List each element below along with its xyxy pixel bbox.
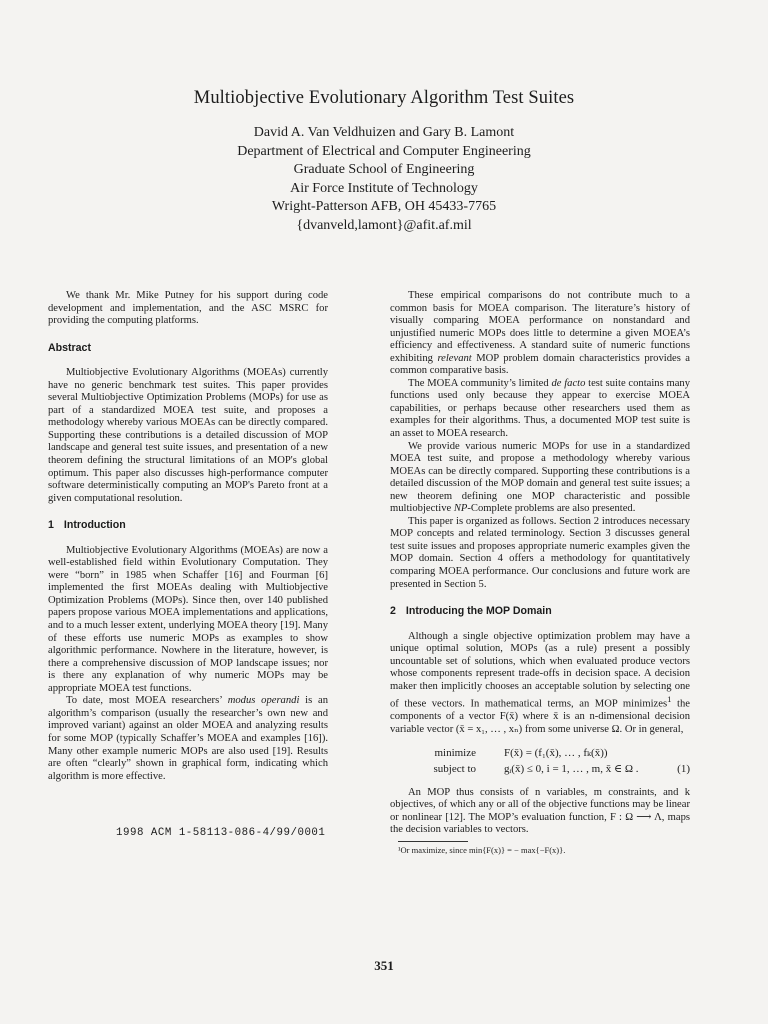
abstract-text: Multiobjective Evolutionary Algorithms (MOEAs) currently have no generic benchmark test suites. This paper provides several Multiobjective Optimization Problems (MOPs) for use as part of a standardized MOEA test suite, and proposes a methodology whereby various MOEAs can be directly compared. Supporting these contributions is a detailed discussion of MOP landscape and general test suite issues, and presentation of a new theorem defining the structural limitations of an MOP's global optimum. This paper also discusses high-performance computer software deterministically computing an MOP's Pareto front at a given computational resolution. bbox=[48, 367, 328, 504]
paragraph-community: The MOEA community’s limited de facto test suite contains many functions used only because they appear to exercise MOEA capabilities, or perhaps because other researchers used them as examples for their algorithms. Thus, a documented MOP test suite is an asset to MOEA research. bbox=[390, 377, 690, 440]
paragraph-mop-summary: An MOP thus consists of n variables, m constraints, and k objectives, of which any or all of the objective functions may be linear or nonlinear [12]. The MOP’s evaluation function, F : Ω ⟶ Λ, maps the decision variables to vectors. bbox=[390, 786, 690, 836]
equation-number: (1) bbox=[677, 762, 690, 775]
paragraph-comparisons: These empirical comparisons do not contribute much to a common basis for MOEA comparison. The literature’s history of visually comparing MOEA performance on nonstandard and unjustified numeric MOPs does little to determine a given MOEA’s efficiency and effectiveness. A standard suite of numeric functions exhibiting relevant MOP problem domain characteristics provides a common comparative basis. bbox=[390, 290, 691, 377]
acm-copyright: 1998 ACM 1-58113-086-4/99/0001 bbox=[116, 827, 326, 840]
paragraph-contributions: We provide various numeric MOPs for use in a standardized MOEA test suite, and propose a methodology whereby various MOEAs can be directly compared. Supporting these contributions is a detailed discussion of the MOP domain and general test suite issues; a new theorem defining one MOP characteristic and possible multiobjective NP-Complete problems are also presented. bbox=[390, 440, 690, 515]
author-names: David A. Van Veldhuizen and Gary B. Lamont bbox=[253, 125, 515, 140]
section-number: 2 bbox=[390, 605, 396, 618]
emphasis: de facto bbox=[551, 377, 586, 389]
intro-paragraph-2: To date, most MOEA researchers’ modus operandi is an algorithm’s comparison (usually the researcher’s own new and improved variant) against an older MOEA and analyzing results for some MOP (typically Schaffer’s MOEA and examples [16]). Many other example numeric MOPs are also used [19]. Results are often “clearly” shown in graphical form, indicating which algorithm is more effective. bbox=[48, 695, 328, 782]
page-number: 351 bbox=[374, 958, 394, 973]
right-column bbox=[390, 290, 690, 855]
affiliation-institute: Air Force Institute of Technology bbox=[290, 180, 478, 196]
acknowledgement: We thank Mr. Mike Putney for his support during code development and implementation, and the ASC MSRC for providing the computing platforms. bbox=[48, 290, 328, 327]
intro-paragraph-1: Multiobjective Evolutionary Algorithms (MOEAs) are now a well-established field within Evolutionary Computation. They were “born” in 1985 when Schaffer [16] and Fourman [6] implemented the first MOEAs dealing with Multiobjective Optimization Problems (MOPs). Since then, over 140 published papers propose various MOEA implementations and applications, and to a much lesser extent, underlying MOEA theory [19]. Many of these efforts use numeric MOPs as examples to show algorithmic performance. Nowhere in the literature, however, is there a comprehensive discussion of MOP landscape issues; nor is there any explanation of why numeric MOPs may be appropriate MOEA test functions. bbox=[48, 544, 328, 694]
abstract-heading: Abstract bbox=[48, 341, 91, 354]
paragraph-mop-definition: Although a single objective optimization problem may have a unique optimal solution, MOPs (as a rule) present a possibly uncountable set of solutions, which when evaluated produce vectors whose components represent trade-offs in decision space. A decision maker then implicitly chooses an acceptable solution by selecting one of these vectors. In mathematical terms, an MOP minimizes$^1$ the components of a vector F(x̄) where x̄ is an n-dimensional decision variable vector (x̄ = x₁, … , xₙ) from some universe Ω. Or in general, bbox=[390, 630, 691, 736]
section-1-heading bbox=[48, 519, 328, 532]
equation-keyword: subject to bbox=[433, 762, 476, 775]
equation-row bbox=[390, 761, 690, 777]
section-2-heading bbox=[390, 605, 690, 618]
paper-title: Multiobjective Evolutionary Algorithm Test Suites bbox=[193, 88, 575, 108]
footnote-rule bbox=[398, 841, 468, 842]
section-number: 1 bbox=[48, 519, 54, 532]
paragraph-organization: This paper is organized as follows. Section 2 introduces necessary MOP concepts and related terminology. Section 3 discusses general test suite issues and proposes appropriate numeric examples given the MOP domain. Section 4 offers a methodology for quantitatively comparing MOEA performance. Our conclusions and future work are presented in Section 5. bbox=[390, 515, 690, 590]
affiliation-school: Graduate School of Engineering bbox=[293, 162, 475, 178]
emphasis: relevant bbox=[437, 352, 472, 364]
equation-expression: F(x̄) = (f₁(x̄), … , fₖ(x̄)) bbox=[504, 746, 608, 759]
emphasis: NP bbox=[453, 503, 468, 515]
section-title: Introduction bbox=[63, 519, 126, 532]
equation-expression: gᵢ(x̄) ≤ 0, i = 1, … , m, x̄ ∈ Ω . bbox=[504, 762, 639, 775]
equation-1 bbox=[390, 745, 690, 777]
affiliation-address: Wright-Patterson AFB, OH 45433-7765 bbox=[271, 199, 497, 215]
footnote: ¹Or maximize, since min{F(x)} = − max{−F(x)}. bbox=[398, 844, 566, 855]
section-title: Introducing the MOP Domain bbox=[405, 605, 552, 618]
emphasis: modus operandi bbox=[227, 695, 300, 707]
left-column bbox=[48, 290, 328, 840]
equation-keyword: minimize bbox=[434, 746, 476, 759]
author-email: {dvanveld,lamont}@afit.af.mil bbox=[296, 217, 472, 233]
footnote-marker: 1 bbox=[667, 694, 672, 705]
equation-row bbox=[390, 745, 690, 761]
affiliation-department: Department of Electrical and Computer Engineering bbox=[237, 143, 531, 159]
author-block bbox=[0, 124, 768, 236]
